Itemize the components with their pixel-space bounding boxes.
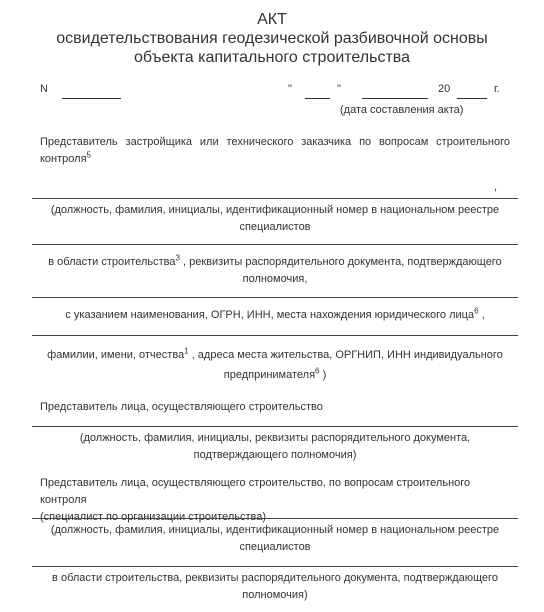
year-field[interactable]	[457, 98, 487, 99]
developer-rep-label	[40, 134, 510, 168]
caption-1-line2: специалистов	[239, 221, 311, 233]
caption-3-part-a: с указанием наименования, ОГРН, ИНН, места нахождения юридического лица	[65, 309, 475, 321]
caption-3	[32, 307, 518, 324]
developer-rep-input-line[interactable]	[32, 198, 518, 199]
caption-6-line2: специалистов	[239, 541, 311, 553]
builder-control-input-line[interactable]	[32, 518, 518, 519]
caption-2-part-a: в области строительства	[48, 256, 176, 268]
developer-rep-line1: Представитель застройщика или технического заказчика по вопросам строительного	[40, 136, 510, 148]
caption-5-line2: подтверждающего полномочия)	[193, 449, 357, 461]
footnote-1: 1	[184, 346, 189, 356]
number-label: N	[40, 83, 48, 95]
caption-5-line1: (должность, фамилия, инициалы, реквизиты распорядительного документа,	[79, 432, 471, 444]
caption-4-part-d: )	[322, 369, 327, 381]
qualification-input-line[interactable]	[32, 244, 518, 245]
caption-2-line2: полномочия,	[242, 273, 308, 285]
act-subtitle-line2: объекта капитального строительства	[133, 49, 411, 66]
caption-7-line1: в области строительства, реквизиты распорядительного документа, подтверждающего	[52, 572, 498, 584]
trailing-comma: ,	[494, 181, 498, 193]
number-field[interactable]	[62, 98, 121, 99]
developer-rep-line2: контроля	[40, 153, 87, 165]
caption-1	[32, 202, 518, 236]
entrepreneur-input-line[interactable]	[32, 335, 518, 336]
act-subtitle-line1: освидетельствования геодезической разбивочной основы	[56, 30, 488, 47]
builder-rep-input-line[interactable]	[32, 426, 518, 427]
footnote-6a: 6	[474, 306, 479, 316]
caption-6	[32, 522, 518, 556]
act-title: АКТ	[257, 11, 287, 28]
legal-entity-input-line[interactable]	[32, 297, 518, 298]
footnote-6b: 6	[315, 366, 320, 376]
caption-4-part-b: , адреса места жительства, ОРГНИП, ИНН индивидуального	[191, 349, 503, 361]
quote-close: "	[337, 83, 341, 95]
builder-control-line2: (специалист по организации строительства)	[40, 511, 267, 523]
year-prefix: 20	[438, 83, 451, 95]
caption-3-part-b: ,	[481, 309, 485, 321]
caption-2-part-b: , реквизиты распорядительного документа, подтверждающего	[183, 256, 502, 268]
caption-6-line1: (должность, фамилия, инициалы, идентификационный номер в национальном реестре	[50, 524, 500, 536]
builder-control-line1: Представитель лица, осуществляющего строительство, по вопросам строительного контроля	[40, 477, 471, 506]
caption-4-part-c: предпринимателя	[223, 369, 316, 381]
quote-open: "	[288, 83, 292, 95]
date-caption: (дата составления акта)	[340, 104, 464, 116]
caption-4-part-a: фамилии, имени, отчества	[47, 349, 185, 361]
day-field[interactable]	[305, 98, 330, 99]
caption-7-line2: полномочия)	[242, 589, 308, 601]
caption-4	[32, 345, 518, 385]
caption-1-line1: (должность, фамилия, инициалы, идентификационный номер в национальном реестре	[50, 204, 500, 216]
footnote-3: 3	[175, 253, 180, 263]
builder-control-qualification-line[interactable]	[32, 566, 518, 567]
caption-2	[32, 254, 518, 288]
footnote-5: 5	[86, 150, 91, 160]
builder-rep-label: Представитель лица, осуществляющего строительство	[40, 401, 323, 413]
caption-7	[32, 570, 518, 604]
caption-5	[32, 430, 518, 464]
month-field[interactable]	[362, 98, 428, 99]
year-suffix: г.	[494, 83, 500, 95]
